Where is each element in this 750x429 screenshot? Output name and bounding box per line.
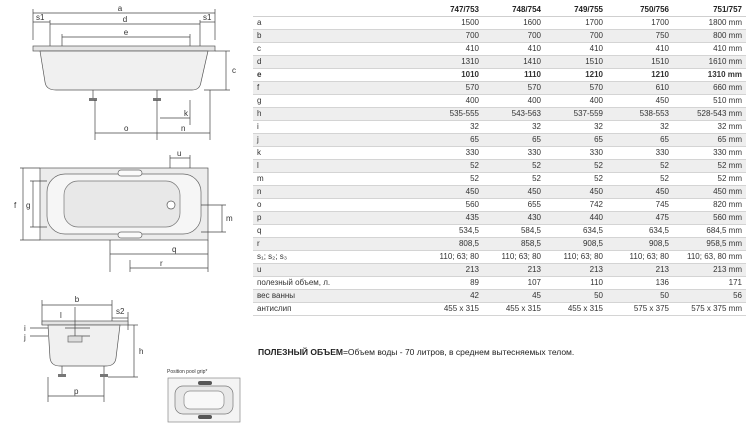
- row-label: n: [253, 186, 421, 199]
- table-cell: 65: [421, 134, 483, 147]
- table-cell: 110: [545, 277, 607, 290]
- table-cell: 52: [421, 160, 483, 173]
- table-row: [253, 30, 746, 43]
- table-cell: 213: [607, 264, 673, 277]
- table-row: [253, 264, 746, 277]
- table-cell: 52: [607, 160, 673, 173]
- table-cell: 450: [607, 95, 673, 108]
- table-cell: 56: [673, 290, 746, 303]
- table-cell: 32: [607, 121, 673, 134]
- table-row: [253, 277, 746, 290]
- table-cell: 535-555: [421, 108, 483, 121]
- table-cell: 50: [607, 290, 673, 303]
- table-cell: 700: [545, 30, 607, 43]
- table-cell: 1700: [607, 17, 673, 30]
- table-cell: 1510: [607, 56, 673, 69]
- table-cell: 1600: [483, 17, 545, 30]
- table-cell: 89: [421, 277, 483, 290]
- usable-volume-note: [258, 347, 574, 357]
- row-label: антислип: [253, 303, 421, 316]
- header-cell: 750/756: [607, 3, 673, 17]
- table-cell: 400: [545, 95, 607, 108]
- table-cell: 52: [421, 173, 483, 186]
- dim-label-m: m: [226, 214, 233, 223]
- table-row: [253, 225, 746, 238]
- table-cell: 32: [545, 121, 607, 134]
- dim-label-a: a: [117, 4, 123, 13]
- table-cell: 52: [545, 173, 607, 186]
- table-cell: 330: [545, 147, 607, 160]
- table-row: [253, 238, 746, 251]
- table-cell: 570: [483, 82, 545, 95]
- dim-label-h: h: [139, 347, 144, 356]
- row-label: a: [253, 17, 421, 30]
- dim-label-d: d: [122, 15, 128, 24]
- pool-grip-caption: Position pool grip*: [167, 369, 208, 375]
- dim-label-s1-left: s1: [36, 13, 45, 22]
- table-cell: 450: [483, 186, 545, 199]
- table-cell: 1510: [545, 56, 607, 69]
- table-cell: 52: [545, 160, 607, 173]
- row-label: e: [253, 69, 421, 82]
- table-cell: 213: [483, 264, 545, 277]
- table-cell: 52 mm: [673, 173, 746, 186]
- table-cell: 610: [607, 82, 673, 95]
- row-label: o: [253, 199, 421, 212]
- table-row: [253, 17, 746, 30]
- table-cell: 1700: [545, 17, 607, 30]
- table-cell: 537-559: [545, 108, 607, 121]
- table-cell: 110; 63; 80: [607, 251, 673, 264]
- table-cell: 538-553: [607, 108, 673, 121]
- table-cell: 450: [607, 186, 673, 199]
- table-cell: 634,5: [607, 225, 673, 238]
- table-cell: 1610 mm: [673, 56, 746, 69]
- row-label: q: [253, 225, 421, 238]
- header-cell: 749/755: [545, 3, 607, 17]
- table-cell: 410: [607, 43, 673, 56]
- row-label: b: [253, 30, 421, 43]
- dim-label-r: r: [160, 259, 163, 268]
- table-row: [253, 173, 746, 186]
- dim-label-p: p: [74, 387, 79, 396]
- table-cell: 1210: [545, 69, 607, 82]
- table-cell: 42: [421, 290, 483, 303]
- table-row: [253, 212, 746, 225]
- dim-label-s1-right: s1: [203, 13, 212, 22]
- spec-table-header-row: [253, 3, 746, 17]
- table-cell: 1310 mm: [673, 69, 746, 82]
- table-cell: 908,5: [545, 238, 607, 251]
- row-label: p: [253, 212, 421, 225]
- table-row: [253, 56, 746, 69]
- table-cell: 858,5: [483, 238, 545, 251]
- row-label: j: [253, 134, 421, 147]
- dim-label-q: q: [172, 245, 177, 254]
- table-cell: 213: [421, 264, 483, 277]
- dim-label-f: f: [14, 201, 17, 210]
- spec-table-panel: [253, 3, 750, 316]
- table-cell: 410: [483, 43, 545, 56]
- table-cell: 560 mm: [673, 212, 746, 225]
- dim-label-g: g: [26, 201, 31, 210]
- table-cell: 1010: [421, 69, 483, 82]
- dim-label-j: j: [24, 333, 26, 342]
- table-cell: 700: [483, 30, 545, 43]
- dim-label-s2: s2: [116, 307, 125, 316]
- table-cell: 1500: [421, 17, 483, 30]
- table-row: [253, 290, 746, 303]
- row-label: h: [253, 108, 421, 121]
- table-row: [253, 134, 746, 147]
- table-cell: 745: [607, 199, 673, 212]
- table-cell: 440: [545, 212, 607, 225]
- header-cell: 751/757: [673, 3, 746, 17]
- table-cell: 171: [673, 277, 746, 290]
- table-cell: 330: [483, 147, 545, 160]
- dim-label-l: l: [60, 311, 62, 320]
- table-cell: 750: [607, 30, 673, 43]
- table-cell: 1410: [483, 56, 545, 69]
- dim-label-n: n: [181, 124, 186, 133]
- row-label: d: [253, 56, 421, 69]
- row-label: r: [253, 238, 421, 251]
- side-view: [33, 9, 230, 140]
- table-cell: 110; 63, 80 mm: [673, 251, 746, 264]
- table-row: [253, 43, 746, 56]
- table-cell: 958,5 mm: [673, 238, 746, 251]
- table-cell: 584,5: [483, 225, 545, 238]
- table-cell: 1210: [607, 69, 673, 82]
- header-cell: [253, 3, 421, 17]
- table-cell: 455 x 315: [545, 303, 607, 316]
- table-cell: 528-543 mm: [673, 108, 746, 121]
- table-cell: 65: [607, 134, 673, 147]
- table-cell: 570: [421, 82, 483, 95]
- table-row: [253, 251, 746, 264]
- table-cell: 110; 63; 80: [483, 251, 545, 264]
- row-label: полезный объем, л.: [253, 277, 421, 290]
- table-cell: 908,5: [607, 238, 673, 251]
- table-row: [253, 95, 746, 108]
- table-cell: 410: [545, 43, 607, 56]
- table-cell: 575 x 375: [607, 303, 673, 316]
- table-cell: 32: [483, 121, 545, 134]
- table-cell: 560: [421, 199, 483, 212]
- table-cell: 32 mm: [673, 121, 746, 134]
- dim-label-k: k: [184, 109, 188, 118]
- table-cell: 1110: [483, 69, 545, 82]
- table-cell: 820 mm: [673, 199, 746, 212]
- table-cell: 65 mm: [673, 134, 746, 147]
- table-row: [253, 186, 746, 199]
- spec-table: [253, 3, 746, 316]
- table-cell: 213 mm: [673, 264, 746, 277]
- table-row: [253, 160, 746, 173]
- table-row: [253, 69, 746, 82]
- table-cell: 455 x 315: [421, 303, 483, 316]
- note-text: =Объем воды - 70 литров, в среднем вытесняемых телом.: [342, 347, 575, 357]
- table-cell: 52: [483, 173, 545, 186]
- table-cell: 634,5: [545, 225, 607, 238]
- row-label: u: [253, 264, 421, 277]
- table-cell: 475: [607, 212, 673, 225]
- table-cell: 50: [545, 290, 607, 303]
- table-cell: 1800 mm: [673, 17, 746, 30]
- table-cell: 570: [545, 82, 607, 95]
- table-cell: 455 x 315: [483, 303, 545, 316]
- row-label: k: [253, 147, 421, 160]
- table-cell: 655: [483, 199, 545, 212]
- row-label: s₁; s₂; s₃: [253, 251, 421, 264]
- table-cell: 510 mm: [673, 95, 746, 108]
- pool-grip-inset: [168, 378, 240, 422]
- table-cell: 435: [421, 212, 483, 225]
- table-cell: 534,5: [421, 225, 483, 238]
- table-cell: 65: [483, 134, 545, 147]
- row-label: g: [253, 95, 421, 108]
- table-cell: 52 mm: [673, 160, 746, 173]
- dim-label-e: e: [123, 28, 129, 37]
- table-cell: 660 mm: [673, 82, 746, 95]
- table-cell: 32: [421, 121, 483, 134]
- table-row: [253, 121, 746, 134]
- technical-drawing-panel: [0, 0, 250, 429]
- table-cell: 410 mm: [673, 43, 746, 56]
- table-cell: 543-563: [483, 108, 545, 121]
- table-cell: 400: [483, 95, 545, 108]
- table-row: [253, 147, 746, 160]
- table-cell: 808,5: [421, 238, 483, 251]
- table-cell: 700: [421, 30, 483, 43]
- row-label: m: [253, 173, 421, 186]
- table-cell: 450: [545, 186, 607, 199]
- table-cell: 136: [607, 277, 673, 290]
- table-cell: 52: [607, 173, 673, 186]
- table-cell: 330: [421, 147, 483, 160]
- dim-label-u: u: [177, 149, 182, 158]
- table-row: [253, 199, 746, 212]
- spec-table-body: [253, 17, 746, 316]
- row-label: l: [253, 160, 421, 173]
- bathtub-technical-drawing: [0, 0, 250, 429]
- table-cell: 430: [483, 212, 545, 225]
- table-cell: 330 mm: [673, 147, 746, 160]
- dim-label-c: c: [232, 66, 236, 75]
- table-cell: 400: [421, 95, 483, 108]
- header-cell: 747/753: [421, 3, 483, 17]
- table-cell: 330: [607, 147, 673, 160]
- table-cell: 684,5 mm: [673, 225, 746, 238]
- table-cell: 213: [545, 264, 607, 277]
- table-row: [253, 82, 746, 95]
- table-cell: 1310: [421, 56, 483, 69]
- table-cell: 65: [545, 134, 607, 147]
- table-cell: 107: [483, 277, 545, 290]
- row-label: f: [253, 82, 421, 95]
- note-bold-term: ПОЛЕЗНЫЙ ОБЪЕМ: [258, 347, 343, 357]
- row-label: вес ванны: [253, 290, 421, 303]
- table-cell: 742: [545, 199, 607, 212]
- row-label: i: [253, 121, 421, 134]
- table-cell: 575 x 375 mm: [673, 303, 746, 316]
- row-label: c: [253, 43, 421, 56]
- header-cell: 748/754: [483, 3, 545, 17]
- table-cell: 110; 63; 80: [421, 251, 483, 264]
- table-cell: 52: [483, 160, 545, 173]
- table-cell: 450: [421, 186, 483, 199]
- table-cell: 45: [483, 290, 545, 303]
- table-cell: 450 mm: [673, 186, 746, 199]
- table-cell: 410: [421, 43, 483, 56]
- top-view: [20, 155, 226, 272]
- table-cell: 800 mm: [673, 30, 746, 43]
- dim-label-o: o: [124, 124, 129, 133]
- table-row: [253, 303, 746, 316]
- table-row: [253, 108, 746, 121]
- dim-label-i: i: [24, 324, 26, 333]
- dim-label-b: b: [74, 295, 80, 304]
- table-cell: 110; 63; 80: [545, 251, 607, 264]
